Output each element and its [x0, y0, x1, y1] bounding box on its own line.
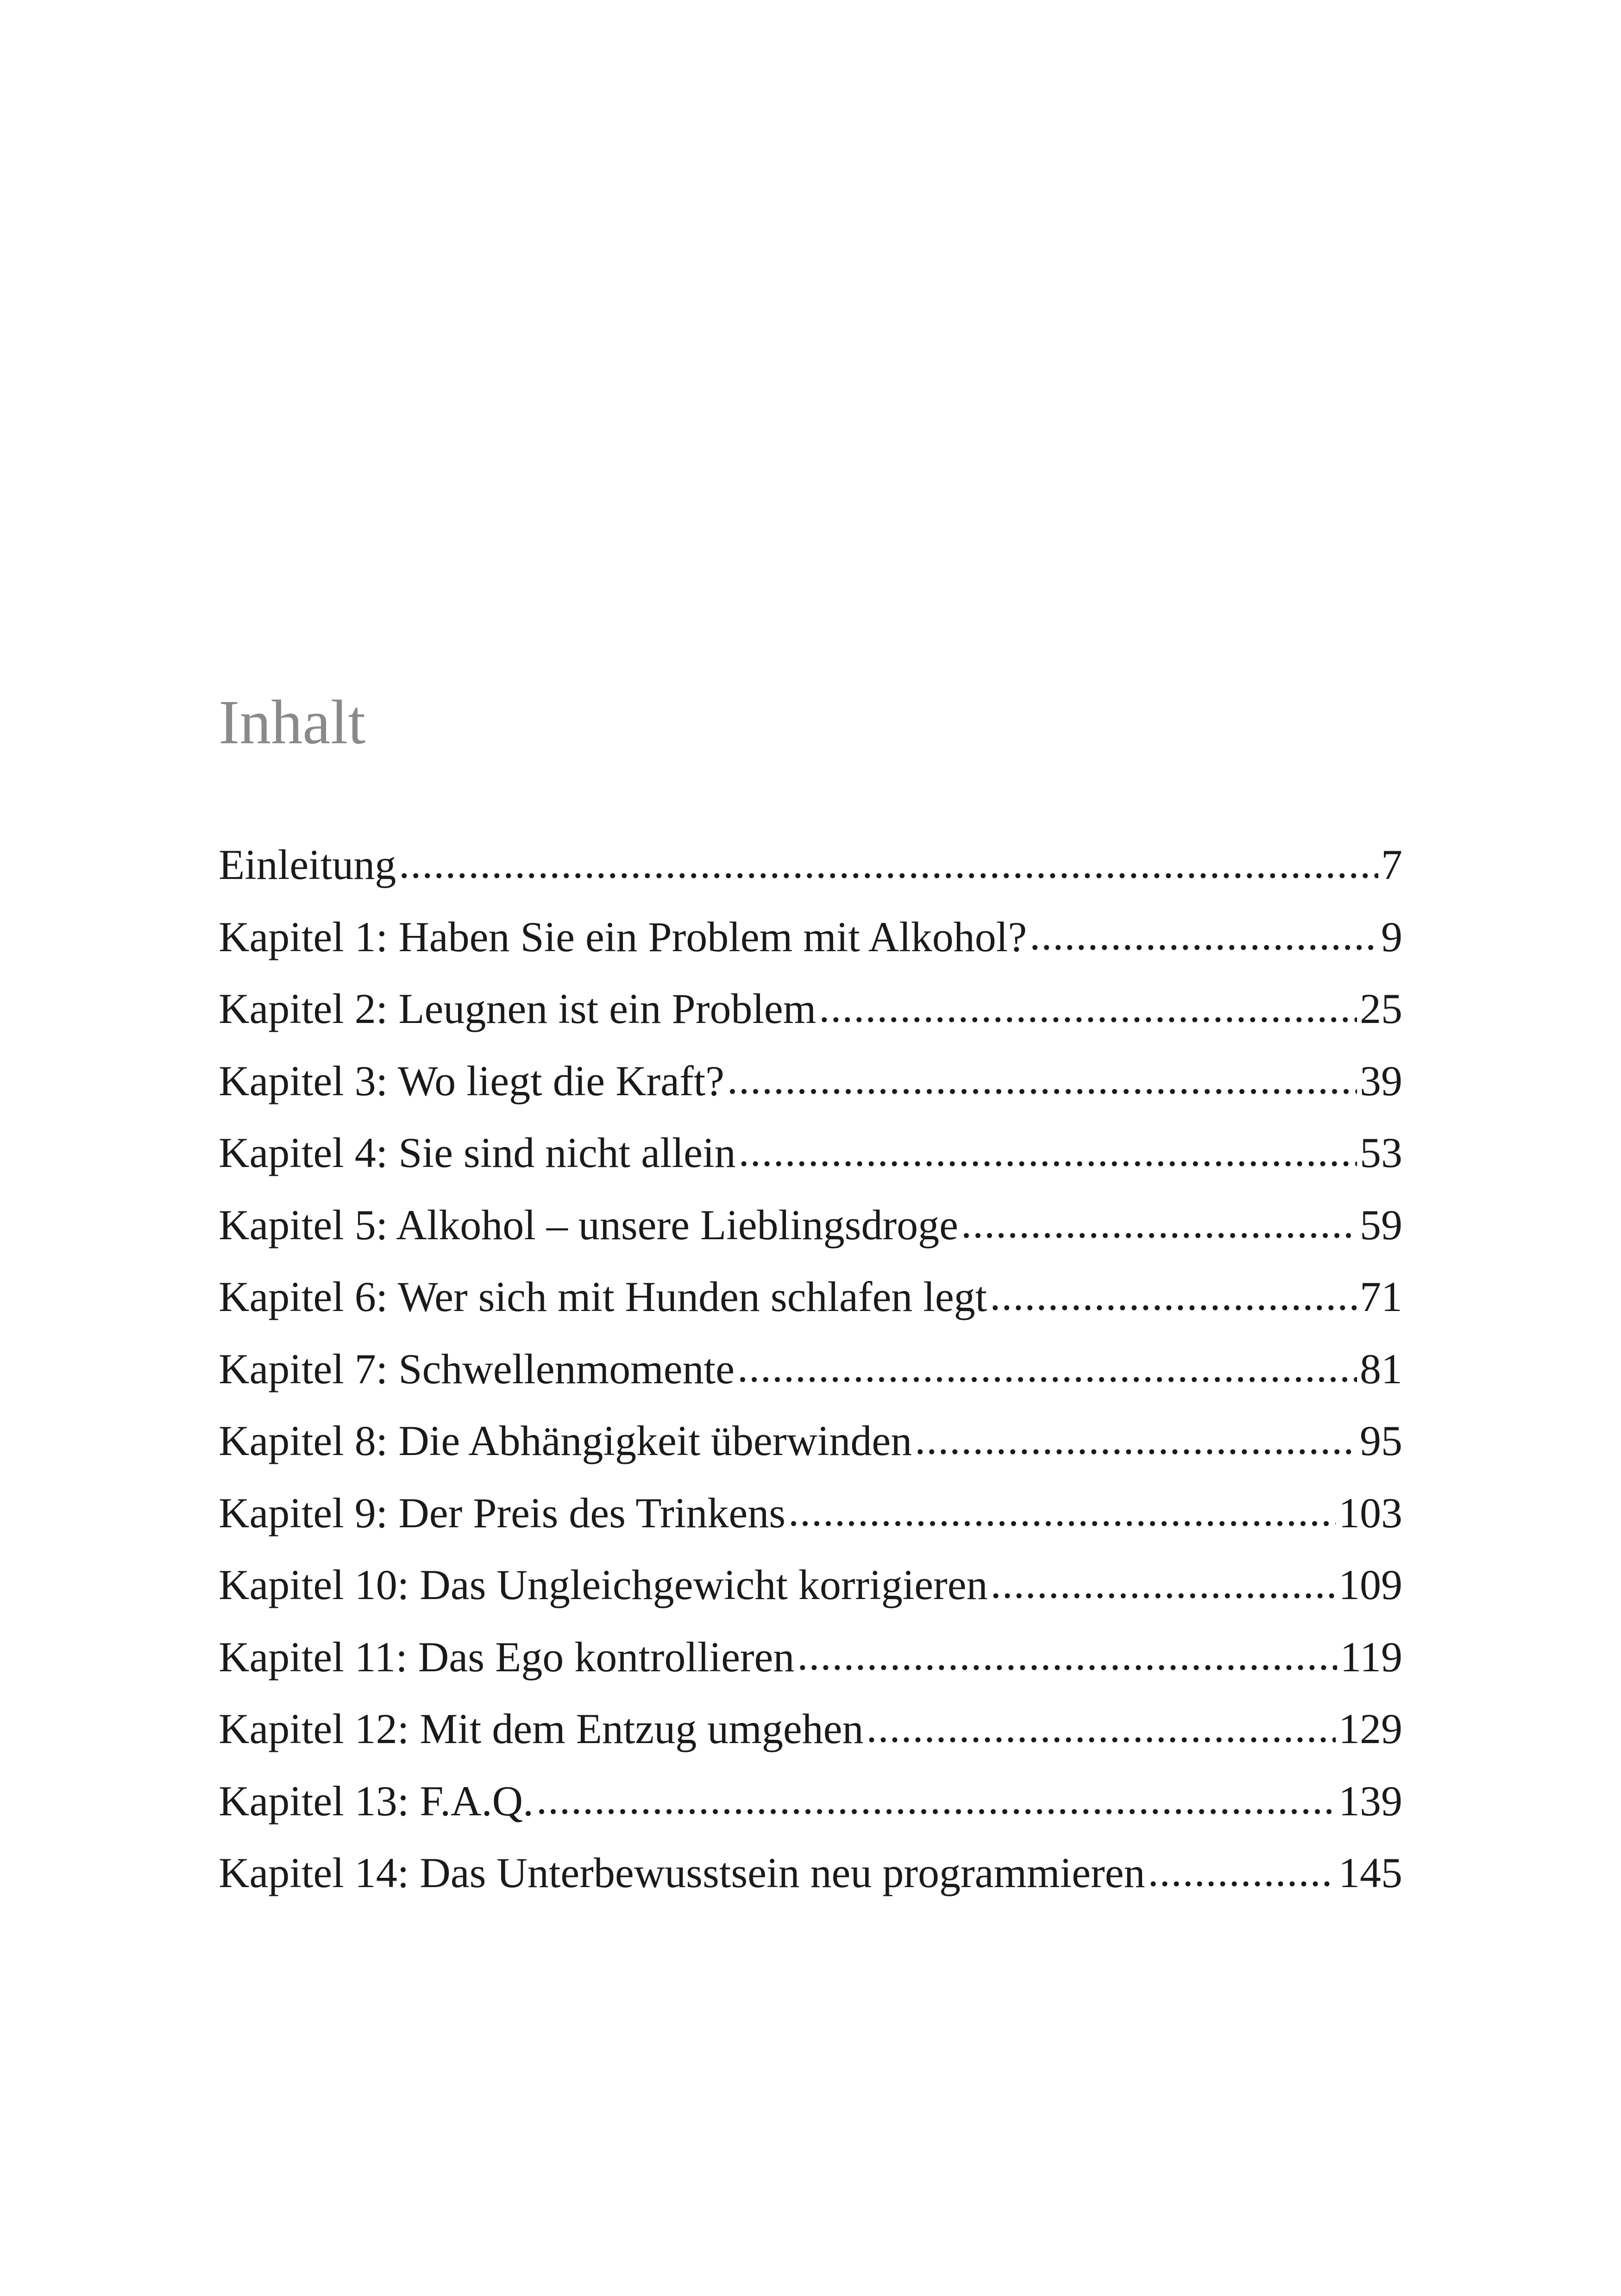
toc-entry-page: 53 — [1360, 1129, 1402, 1176]
toc-entry — [219, 1621, 1402, 1694]
dot-leader — [915, 1405, 1357, 1477]
dot-leader — [536, 1765, 1336, 1838]
toc-entry-label: Kapitel 4: Sie sind nicht allein — [219, 1129, 736, 1176]
dot-leader — [797, 1621, 1337, 1694]
toc-entry-label: Kapitel 7: Schwellenmomente — [219, 1345, 735, 1393]
dot-leader — [739, 1117, 1357, 1189]
toc-entry — [219, 1117, 1402, 1189]
toc-entry-label: Kapitel 9: Der Preis des Trinkens — [219, 1489, 786, 1537]
toc-entry — [219, 1693, 1402, 1765]
dot-leader — [788, 1477, 1336, 1549]
dot-leader — [1030, 901, 1378, 973]
toc-entry-page: 103 — [1338, 1489, 1402, 1537]
dot-leader — [399, 829, 1378, 901]
toc-entry-label: Kapitel 8: Die Abhängigkeit überwinden — [219, 1417, 912, 1464]
toc-entry — [219, 1765, 1402, 1838]
toc-title: Inhalt — [219, 688, 366, 757]
toc-entry-page: 95 — [1360, 1417, 1402, 1464]
toc-entry — [219, 1477, 1402, 1549]
toc-entry — [219, 1261, 1402, 1333]
toc-entry-label: Kapitel 1: Haben Sie ein Problem mit Alkohol? — [219, 913, 1027, 960]
toc-entry — [219, 973, 1402, 1045]
toc-entry-page: 109 — [1338, 1561, 1402, 1608]
dot-leader — [990, 1261, 1357, 1333]
toc-entry-label: Kapitel 10: Das Ungleichgewicht korrigieren — [219, 1561, 988, 1608]
toc-entry-page: 81 — [1360, 1345, 1402, 1393]
toc-entry-page: 59 — [1360, 1201, 1402, 1248]
toc-entry-page: 9 — [1381, 913, 1402, 960]
toc-entry-label: Kapitel 11: Das Ego kontrollieren — [219, 1633, 795, 1681]
dot-leader — [991, 1549, 1336, 1621]
dot-leader — [961, 1189, 1357, 1261]
toc-entry — [219, 829, 1402, 901]
toc-entry-label: Kapitel 12: Mit dem Entzug umgehen — [219, 1705, 864, 1752]
toc-entry — [219, 1045, 1402, 1117]
dot-leader — [867, 1693, 1336, 1765]
toc-entry-label: Kapitel 5: Alkohol – unsere Lieblingsdroge — [219, 1201, 958, 1248]
toc-entry — [219, 1405, 1402, 1477]
toc-entry — [219, 1549, 1402, 1621]
toc-entry-page: 145 — [1338, 1849, 1402, 1896]
toc-entry-page: 7 — [1381, 841, 1402, 888]
toc-entry-label: Kapitel 2: Leugnen ist ein Problem — [219, 985, 817, 1032]
toc-entry-page: 71 — [1360, 1273, 1402, 1320]
toc-list — [219, 829, 1402, 1909]
toc-entry — [219, 901, 1402, 973]
toc-entry-label: Kapitel 13: F.A.Q. — [219, 1777, 534, 1825]
toc-entry-label: Kapitel 14: Das Unterbewusstsein neu programmieren — [219, 1849, 1145, 1896]
toc-entry-label: Kapitel 6: Wer sich mit Hunden schlafen legt — [219, 1273, 987, 1320]
dot-leader — [819, 973, 1357, 1045]
toc-entry-page: 39 — [1360, 1057, 1402, 1104]
toc-entry-page: 25 — [1360, 985, 1402, 1032]
dot-leader — [737, 1333, 1357, 1405]
toc-entry — [219, 1837, 1402, 1909]
toc-entry — [219, 1333, 1402, 1405]
toc-entry-label: Kapitel 3: Wo liegt die Kraft? — [219, 1057, 725, 1104]
dot-leader — [1148, 1837, 1336, 1909]
toc-entry-page: 119 — [1340, 1633, 1402, 1681]
dot-leader — [727, 1045, 1357, 1117]
toc-entry-page: 139 — [1338, 1777, 1402, 1825]
toc-entry-page: 129 — [1338, 1705, 1402, 1752]
toc-entry-label: Einleitung — [219, 841, 396, 888]
toc-entry — [219, 1189, 1402, 1261]
